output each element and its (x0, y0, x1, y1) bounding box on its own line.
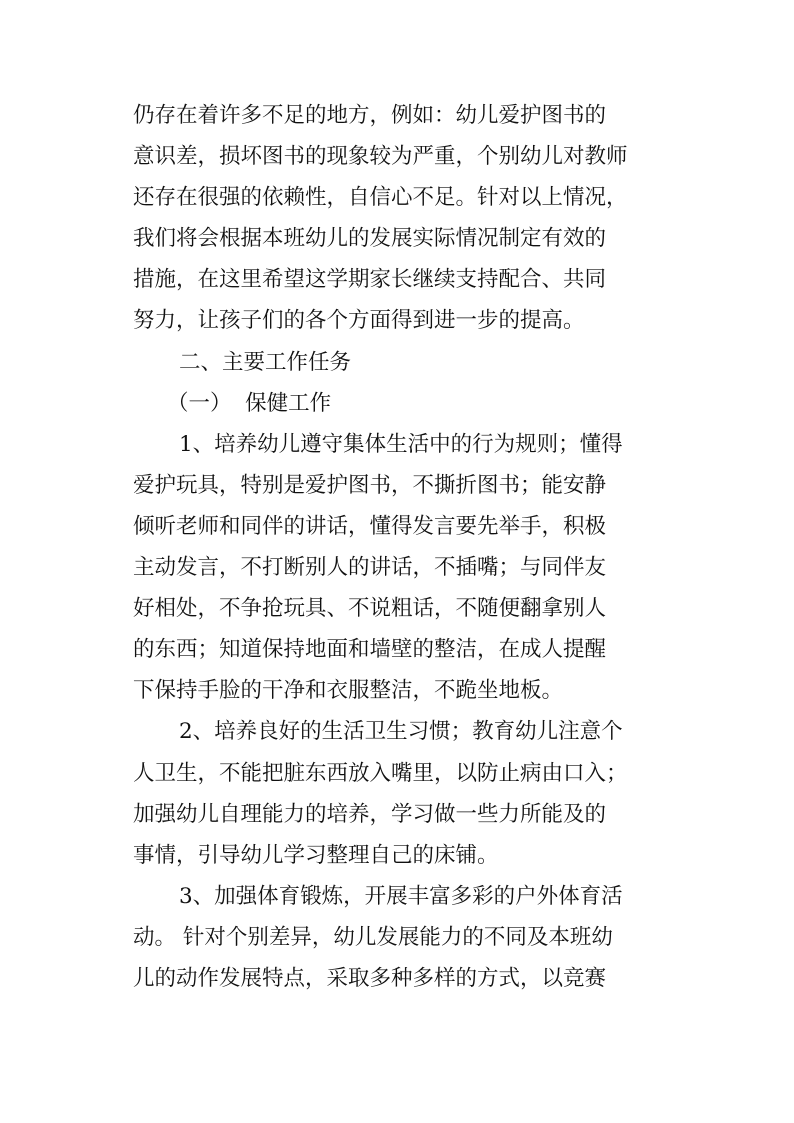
paragraph-line: 加强幼儿自理能力的培养，学习做一些力所能及的 (133, 801, 607, 827)
section-heading: 二、主要工作任务 (179, 349, 352, 375)
paragraph-line: 意识差，损坏图书的现象较为严重，个别幼儿对教师 (133, 144, 628, 170)
document-body (133, 95, 673, 999)
paragraph-line: 爱护玩具，特别是爱护图书，不撕折图书；能安静 (133, 472, 607, 498)
paragraph-line: 还存在很强的依赖性，自信心不足。针对以上情况， (133, 185, 628, 211)
paragraph-line: 努力，让孩子们的各个方面得到进一步的提高。 (133, 308, 585, 334)
paragraph-line: 我们将会根据本班幼儿的发展实际情况制定有效的 (133, 226, 607, 252)
paragraph-line: 主动发言，不打断别人的讲话，不插嘴；与同伴友 (133, 555, 607, 581)
subsection-heading: （一） 保健工作 (167, 390, 332, 416)
paragraph-line: 倾听老师和同伴的讲话，懂得发言要先举手，积极 (133, 513, 607, 539)
paragraph-line: 2、培养良好的生活卫生习惯；教育幼儿注意个 (179, 719, 623, 745)
paragraph-line: 下保持手脸的干净和衣服整洁，不跪坐地板。 (133, 678, 564, 704)
paragraph-line: 1、培养幼儿遵守集体生活中的行为规则；懂得 (179, 431, 623, 457)
paragraph-line: 的东西；知道保持地面和墙壁的整洁，在成人提醒 (133, 637, 607, 663)
paragraph-line: 3、加强体育锻炼，开展丰富多彩的户外体育活 (179, 883, 623, 909)
paragraph-line: 措施，在这里希望这学期家长继续支持配合、共同 (133, 267, 607, 293)
paragraph-line: 仍存在着许多不足的地方，例如：幼儿爱护图书的 (133, 103, 607, 128)
paragraph-line: 动。 针对个别差异，幼儿发展能力的不同及本班幼 (133, 924, 613, 950)
paragraph-line: 好相处，不争抢玩具、不说粗话，不随便翻拿别人 (133, 596, 607, 622)
paragraph-line: 事情，引导幼儿学习整理自己的床铺。 (133, 842, 499, 868)
paragraph-line: 儿的动作发展特点，采取多种多样的方式，以竞赛 (133, 965, 607, 991)
paragraph-line: 人卫生，不能把脏东西放入嘴里，以防止病由口入； (133, 760, 628, 786)
